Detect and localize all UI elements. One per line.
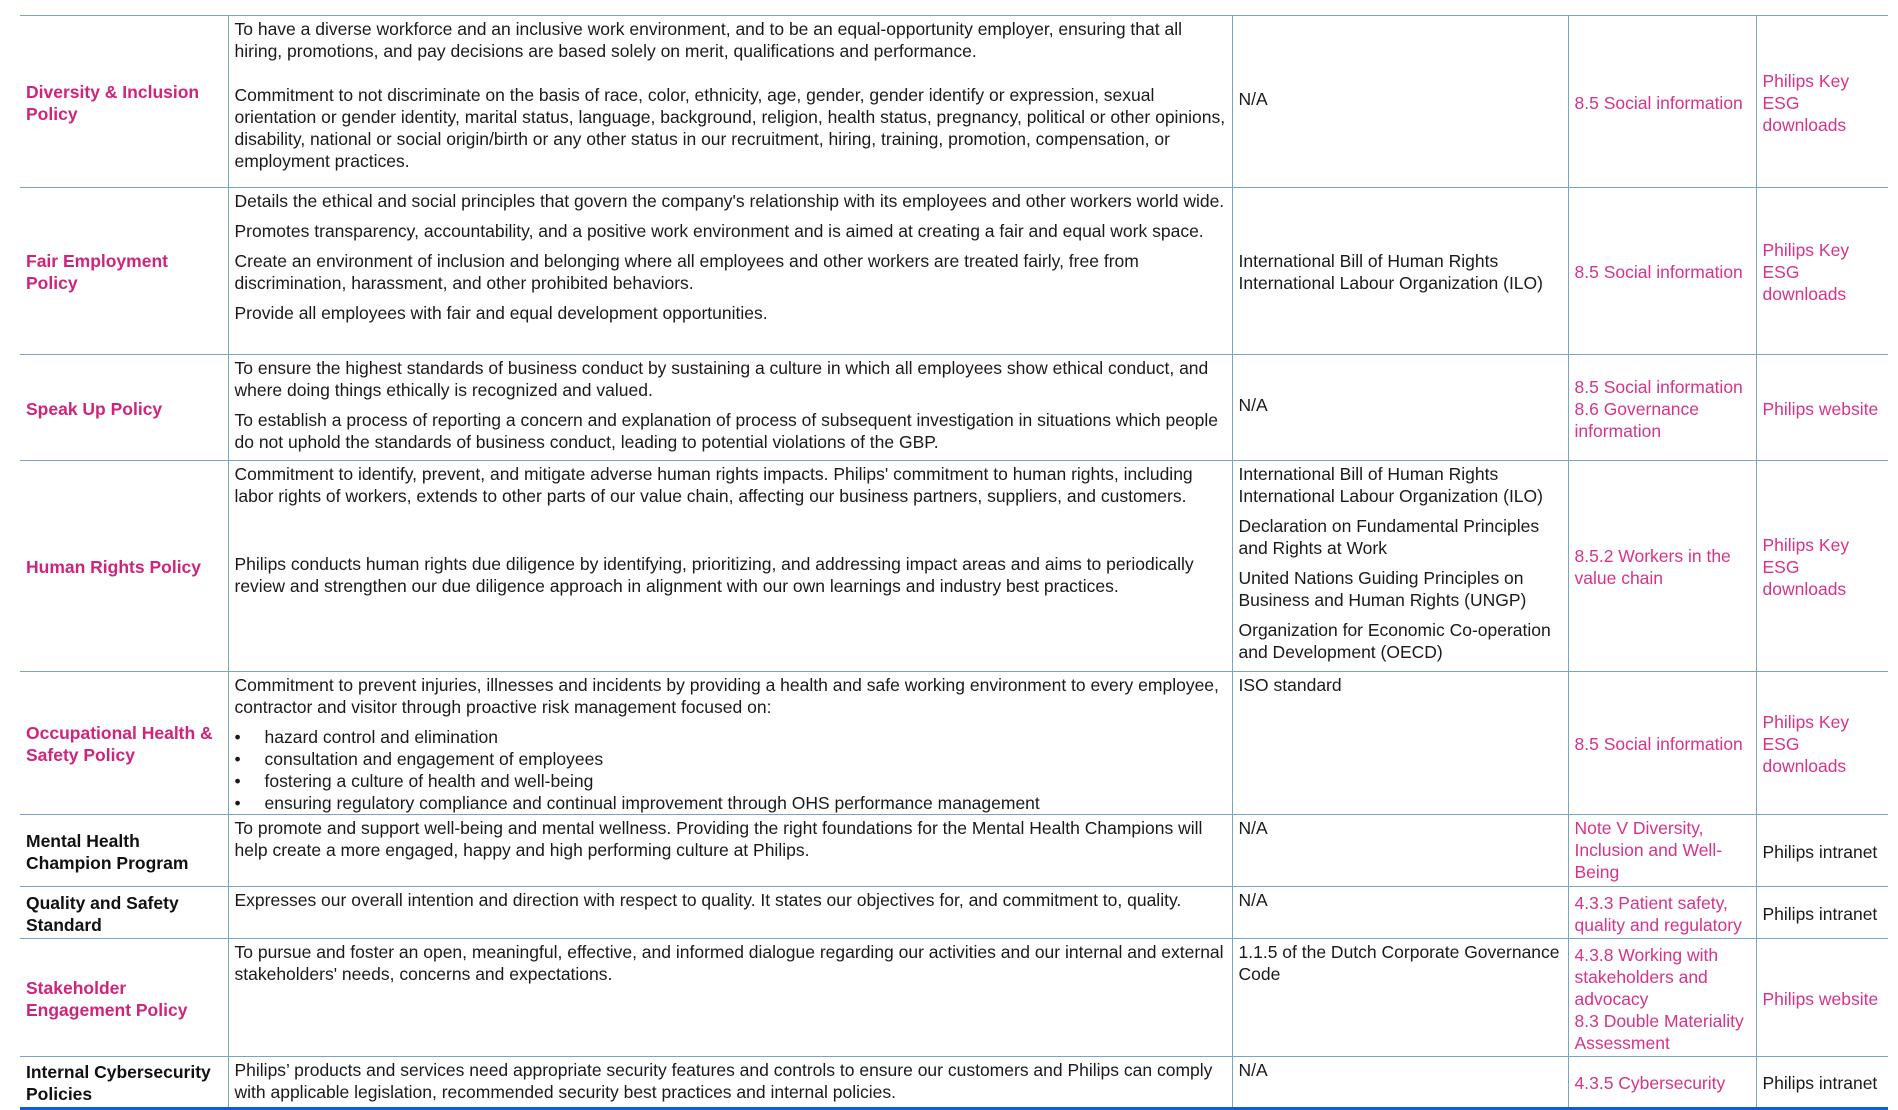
report-reference-link[interactable]: Note V Diversity, Inclusion and Well-Being xyxy=(1574,818,1723,882)
standard-item: ISO standard xyxy=(1238,675,1342,695)
policy-description xyxy=(228,461,1232,672)
policy-row xyxy=(20,355,1888,461)
standard-item: International Bill of Human Rights International Labour Organization (ILO) xyxy=(1238,464,1543,506)
policy-standards xyxy=(1232,672,1568,815)
report-reference-link[interactable]: 8.6 Governance information xyxy=(1574,398,1700,441)
policy-name: Quality and Safety Standard xyxy=(20,887,228,939)
report-reference-link[interactable]: 8.5 Social information xyxy=(1574,734,1743,754)
report-reference-link[interactable]: 4.3.8 Working with stakeholders and advocacy xyxy=(1574,944,1719,1009)
standard-item: 1.1.5 of the Dutch Corporate Governance Code xyxy=(1238,942,1560,984)
bullet-item: • fostering a culture of health and well-being xyxy=(265,770,1226,792)
policy-name: Internal Cybersecurity Policies xyxy=(20,1057,228,1109)
policy-name[interactable]: Occupational Health & Safety Policy xyxy=(20,672,228,815)
description-paragraph: Commitment to prevent injuries, illnesses and incidents by providing a health and safe working environment to every employee, contractor and visitor through proactive risk management focused on: xyxy=(234,675,1219,717)
report-reference xyxy=(1568,461,1756,672)
report-reference xyxy=(1568,887,1756,939)
policy-description xyxy=(228,887,1232,939)
description-paragraph: Commitment to not discriminate on the basis of race, color, ethnicity, age, gender, gender identify or expression, sexual orientation or gender identity, marital status, language, background, religion, health status, pregnancy, political or other opinions, disability, national or social origin/birth or any other status in our recruitment, hiring, training, promotion, compensation, or employment practices. xyxy=(234,85,1226,171)
policy-description xyxy=(228,815,1232,887)
report-reference xyxy=(1568,1057,1756,1109)
report-reference-link[interactable]: 8.5 Social information xyxy=(1574,92,1743,113)
policy-name[interactable]: Human Rights Policy xyxy=(20,461,228,672)
policy-name[interactable]: Diversity & Inclusion Policy xyxy=(20,16,228,188)
policy-description xyxy=(228,188,1232,355)
report-reference xyxy=(1568,672,1756,815)
standard-item: International Labour Organization (ILO) xyxy=(1238,273,1543,293)
policy-row xyxy=(20,1057,1888,1109)
description-paragraph: Create an environment of inclusion and belonging where all employees and other workers are treated fairly, free from discrimination, harassment, and other prohibited behaviors. xyxy=(234,251,1139,293)
policy-row xyxy=(20,188,1888,355)
standard-item: Organization for Economic Co-operation and Development (OECD) xyxy=(1238,620,1551,662)
policy-source[interactable]: Philips Key ESG downloads xyxy=(1756,188,1888,355)
policy-standards xyxy=(1232,16,1568,188)
standard-item: International Bill of Human Rights xyxy=(1238,251,1499,271)
report-reference xyxy=(1568,355,1756,461)
policy-name: Mental Health Champion Program xyxy=(20,815,228,887)
policy-table xyxy=(20,15,1888,1110)
description-paragraph: Philips’ products and services need appropriate security features and controls to ensure our customers and Philips can comply with applicable legislation, recommended security best practices and internal policies. xyxy=(234,1060,1213,1102)
policy-row xyxy=(20,815,1888,887)
report-reference xyxy=(1568,815,1756,887)
policy-description xyxy=(228,672,1232,815)
description-paragraph: To ensure the highest standards of business conduct by sustaining a culture in which all employees show ethical conduct, and where doing things ethically is recognized and valued. xyxy=(234,358,1209,400)
bullet-list xyxy=(235,726,1226,814)
policy-source[interactable]: Philips website xyxy=(1756,939,1888,1057)
description-paragraph: Provide all employees with fair and equal development opportunities. xyxy=(234,303,768,323)
policy-row xyxy=(20,672,1888,815)
report-reference-link[interactable]: 8.3 Double Materiality Assessment xyxy=(1574,1010,1744,1053)
report-reference-link[interactable]: 4.3.3 Patient safety, quality and regulatory xyxy=(1574,892,1742,935)
policy-description xyxy=(228,16,1232,188)
policy-source[interactable]: Philips Key ESG downloads xyxy=(1756,461,1888,672)
policy-standards xyxy=(1232,355,1568,461)
description-paragraph: To establish a process of reporting a concern and explanation of process of subsequent investigation in situations which people do not uphold the standards of business conduct, leading to potential violations of the GBP. xyxy=(234,410,1219,452)
policy-standards xyxy=(1232,188,1568,355)
description-paragraph: Promotes transparency, accountability, and a positive work environment and is aimed at creating a fair and equal work space. xyxy=(234,221,1204,241)
report-reference-link[interactable]: 4.3.5 Cybersecurity xyxy=(1574,1073,1726,1093)
policy-source[interactable]: Philips Key ESG downloads xyxy=(1756,16,1888,188)
standard-item: N/A xyxy=(1238,394,1268,415)
policy-row xyxy=(20,887,1888,939)
standard-item: United Nations Guiding Principles on Business and Human Rights (UNGP) xyxy=(1238,568,1527,610)
standard-item: Declaration on Fundamental Principles and Rights at Work xyxy=(1238,516,1540,558)
description-paragraph: To have a diverse workforce and an inclusive work environment, and to be an equal-opportunity employer, ensuring that all hiring, promotions, and pay decisions are based solely on merit, qualifications and performance. xyxy=(234,19,1182,61)
policy-standards xyxy=(1232,939,1568,1057)
policy-row xyxy=(20,16,1888,188)
report-reference xyxy=(1568,188,1756,355)
policy-standards xyxy=(1232,461,1568,672)
report-reference xyxy=(1568,939,1756,1057)
description-paragraph: Expresses our overall intention and direction with respect to quality. It states our objectives for, and commitment to, quality. xyxy=(234,890,1182,910)
bullet-item: • hazard control and elimination xyxy=(265,726,1226,748)
policy-row xyxy=(20,939,1888,1057)
policy-table-body xyxy=(20,16,1888,1109)
description-paragraph: Details the ethical and social principles that govern the company's relationship with its employees and other workers world wide. xyxy=(234,191,1225,211)
policy-description xyxy=(228,939,1232,1057)
policy-description xyxy=(228,355,1232,461)
standard-item: N/A xyxy=(1238,818,1268,838)
description-paragraph: Commitment to identify, prevent, and mitigate adverse human rights impacts. Philips' commitment to human rights, including labor rights of workers, extends to other parts of our value chain, affecting our business partners, suppliers, and customers. xyxy=(234,464,1193,506)
description-paragraph: To pursue and foster an open, meaningful, effective, and informed dialogue regarding our activities and our internal and external stakeholders' needs, concerns and expectations. xyxy=(234,942,1224,984)
policy-description xyxy=(228,1057,1232,1109)
policy-name[interactable]: Fair Employment Policy xyxy=(20,188,228,355)
policy-name[interactable]: Stakeholder Engagement Policy xyxy=(20,939,228,1057)
policy-source[interactable]: Philips website xyxy=(1756,355,1888,461)
policy-name[interactable]: Speak Up Policy xyxy=(20,355,228,461)
report-reference-link[interactable]: 8.5 Social information xyxy=(1574,262,1743,282)
standard-item: N/A xyxy=(1238,890,1268,910)
description-paragraph: To promote and support well-being and mental wellness. Providing the right foundations for the Mental Health Champions will help create a more engaged, happy and high performing culture at Philips. xyxy=(234,818,1203,860)
report-reference-link[interactable]: 8.5.2 Workers in the value chain xyxy=(1574,546,1731,588)
policy-row xyxy=(20,461,1888,672)
policy-source[interactable]: Philips Key ESG downloads xyxy=(1756,672,1888,815)
standard-item: N/A xyxy=(1238,1060,1268,1080)
policy-standards xyxy=(1232,815,1568,887)
policy-standards xyxy=(1232,1057,1568,1109)
standard-item: N/A xyxy=(1238,88,1268,109)
policy-source: Philips intranet xyxy=(1756,887,1888,939)
description-paragraph: Philips conducts human rights due diligence by identifying, prioritizing, and addressing impact areas and aims to periodically review and strengthen our due diligence approach in alignment with our own learnings and industry best practices. xyxy=(234,554,1194,596)
bullet-item: • consultation and engagement of employees xyxy=(265,748,1226,770)
policy-standards xyxy=(1232,887,1568,939)
policy-source: Philips intranet xyxy=(1756,1057,1888,1109)
bullet-item: • ensuring regulatory compliance and continual improvement through OHS performance management xyxy=(265,792,1226,814)
report-reference xyxy=(1568,16,1756,188)
policy-source: Philips intranet xyxy=(1756,815,1888,887)
report-reference-link[interactable]: 8.5 Social information xyxy=(1574,376,1743,397)
